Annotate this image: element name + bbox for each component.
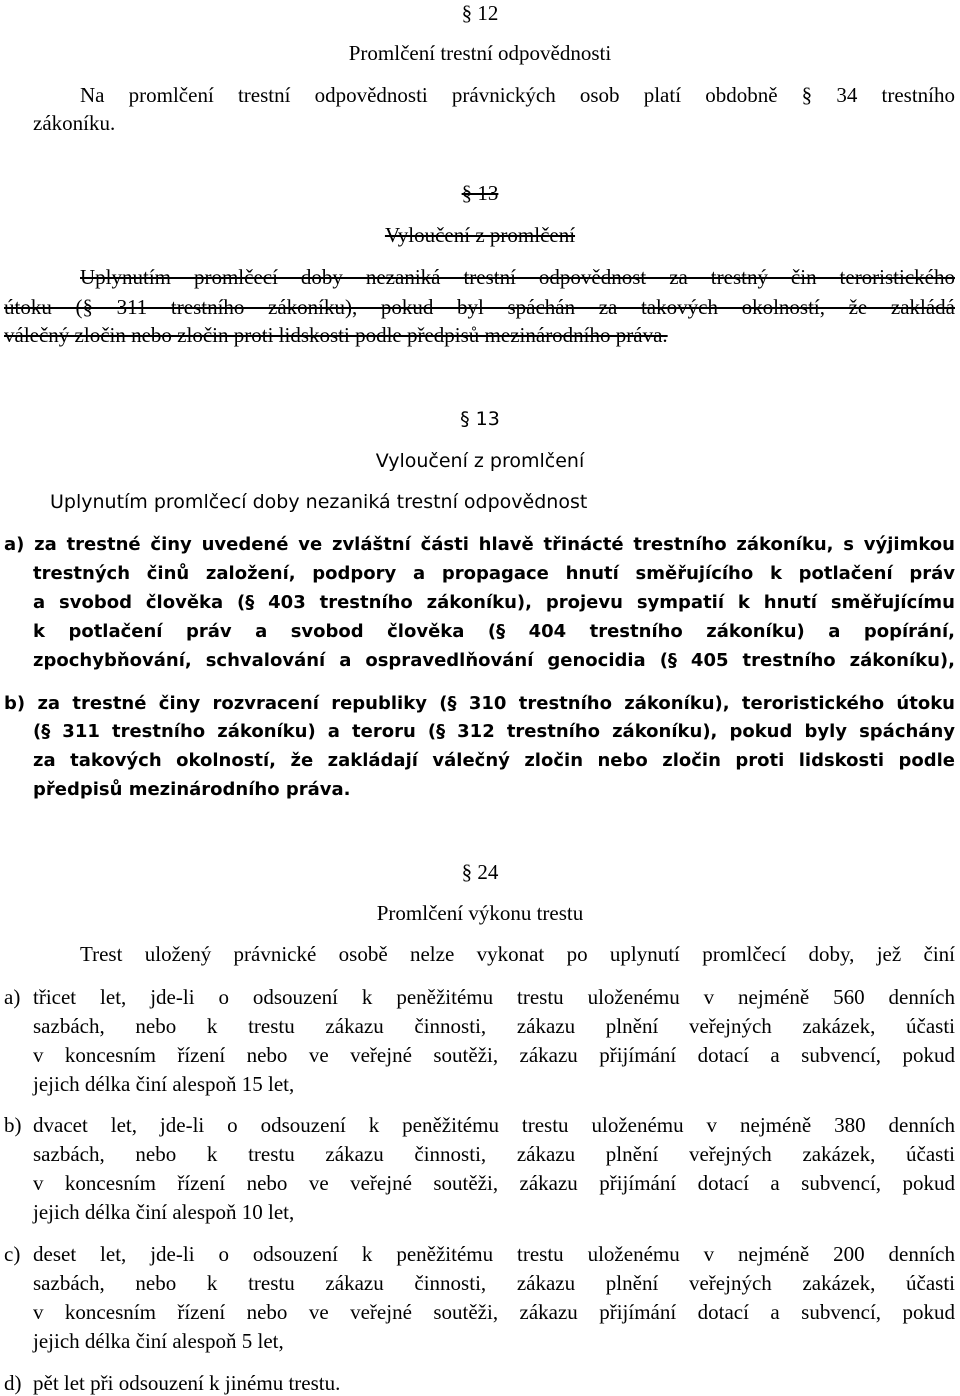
section-24-a-line-1: třicet let, jde-li o odsouzení k peněžitému trestu uloženému v nejméně 560 denních bbox=[33, 985, 955, 1009]
section-13-new-intro: Uplynutím promlčecí doby nezaniká trestní odpovědnost bbox=[50, 491, 588, 513]
section-13-new-b-line-3: za takových okolností, že zakládají válečný zločin nebo zločin proti lidskosti podle bbox=[33, 750, 955, 771]
section-13-new-a-line-3: a svobod člověka (§ 403 trestního zákoníku), projevu sympatií k hnutí směřujícímu bbox=[33, 592, 955, 613]
section-24-b-line-2: sazbách, nebo k trestu zákazu činnosti, zákazu plnění veřejných zakázek, účasti bbox=[33, 1142, 955, 1166]
section-24-a-line-4: jejich délka činí alespoň 15 let, bbox=[33, 1072, 295, 1096]
section-24-a-line-2: sazbách, nebo k trestu zákazu činnosti, zákazu plnění veřejných zakázek, účasti bbox=[33, 1014, 955, 1038]
section-12-text-line-2: zákoníku. bbox=[33, 111, 116, 135]
section-13-new-a-line-4: k potlačení práv a svobod člověka (§ 404 trestního zákoníku) a popírání, bbox=[33, 621, 955, 642]
section-13-new-title: Vyloučení z promlčení bbox=[375, 450, 585, 472]
section-13-old-line-3: válečný zločin nebo zločin proti lidskosti podle předpisů mezinárodního práva. bbox=[4, 323, 668, 347]
section-24-b-line-3: v koncesním řízení nebo ve veřejné soutěži, zákazu přijímání dotací a subvencí, pokud bbox=[33, 1171, 955, 1195]
section-24-c-line-2: sazbách, nebo k trestu zákazu činnosti, zákazu plnění veřejných zakázek, účasti bbox=[33, 1271, 955, 1295]
section-12-text-line-1: Na promlčení trestní odpovědnosti právnických osob platí obdobně § 34 trestního bbox=[80, 83, 955, 107]
section-24-d-label: d) bbox=[4, 1371, 22, 1395]
section-12-number: § 12 bbox=[461, 1, 499, 25]
section-13-new-a-line-2: trestných činů založení, podpory a propagace hnutí směřujícího k potlačení práv bbox=[33, 563, 955, 584]
section-13-old-title: Vyloučení z promlčení bbox=[384, 223, 576, 247]
section-24-b-label: b) bbox=[4, 1113, 22, 1137]
section-24-c-line-4: jejich délka činí alespoň 5 let, bbox=[33, 1329, 284, 1353]
section-13-new-a-line-5: zpochybňování, schvalování a ospravedlňování genocidia (§ 405 trestního zákoníku), bbox=[33, 650, 955, 671]
section-13-old-line-2: útoku (§ 311 trestního zákoníku), pokud byl spáchán za takových okolností, že zakládá bbox=[4, 295, 955, 319]
section-13-new-b-line-2: (§ 311 trestního zákoníku) a teroru (§ 312 trestního zákoníku), pokud byly spáchány bbox=[33, 721, 955, 742]
section-24-title: Promlčení výkonu trestu bbox=[376, 901, 584, 925]
section-13-old-number: § 13 bbox=[461, 181, 499, 205]
section-24-a-line-3: v koncesním řízení nebo ve veřejné soutěži, zákazu přijímání dotací a subvencí, pokud bbox=[33, 1043, 955, 1067]
section-24-d-line-1: pět let při odsouzení k jinému trestu. bbox=[33, 1371, 341, 1395]
section-13-new-b-line-4: předpisů mezinárodního práva. bbox=[33, 779, 351, 800]
section-24-c-line-1: deset let, jde-li o odsouzení k peněžitému trestu uloženému v nejméně 200 denních bbox=[33, 1242, 955, 1266]
section-24-c-line-3: v koncesním řízení nebo ve veřejné soutěži, zákazu přijímání dotací a subvencí, pokud bbox=[33, 1300, 955, 1324]
section-24-a-label: a) bbox=[4, 985, 21, 1009]
section-24-number: § 24 bbox=[461, 860, 499, 884]
section-13-new-b-line-1: b) za trestné činy rozvracení republiky (§ 310 trestního zákoníku), teroristického útoku bbox=[4, 693, 955, 714]
section-24-c-label: c) bbox=[4, 1242, 21, 1266]
section-13-old-line-1: Uplynutím promlčecí doby nezaniká trestní odpovědnost za trestný čin teroristického bbox=[80, 265, 955, 289]
section-24-b-line-1: dvacet let, jde-li o odsouzení k peněžitému trestu uloženému v nejméně 380 denních bbox=[33, 1113, 955, 1137]
section-24-intro: Trest uložený právnické osobě nelze vykonat po uplynutí promlčecí doby, jež činí bbox=[80, 942, 955, 966]
section-24-b-line-4: jejich délka činí alespoň 10 let, bbox=[33, 1200, 295, 1224]
section-13-new-number: § 13 bbox=[460, 408, 500, 430]
section-12-title: Promlčení trestní odpovědnosti bbox=[348, 41, 612, 65]
section-13-new-a-line-1: a) za trestné činy uvedené ve zvláštní části hlavě třinácté trestního zákoníku, s výjimkou bbox=[4, 534, 955, 555]
